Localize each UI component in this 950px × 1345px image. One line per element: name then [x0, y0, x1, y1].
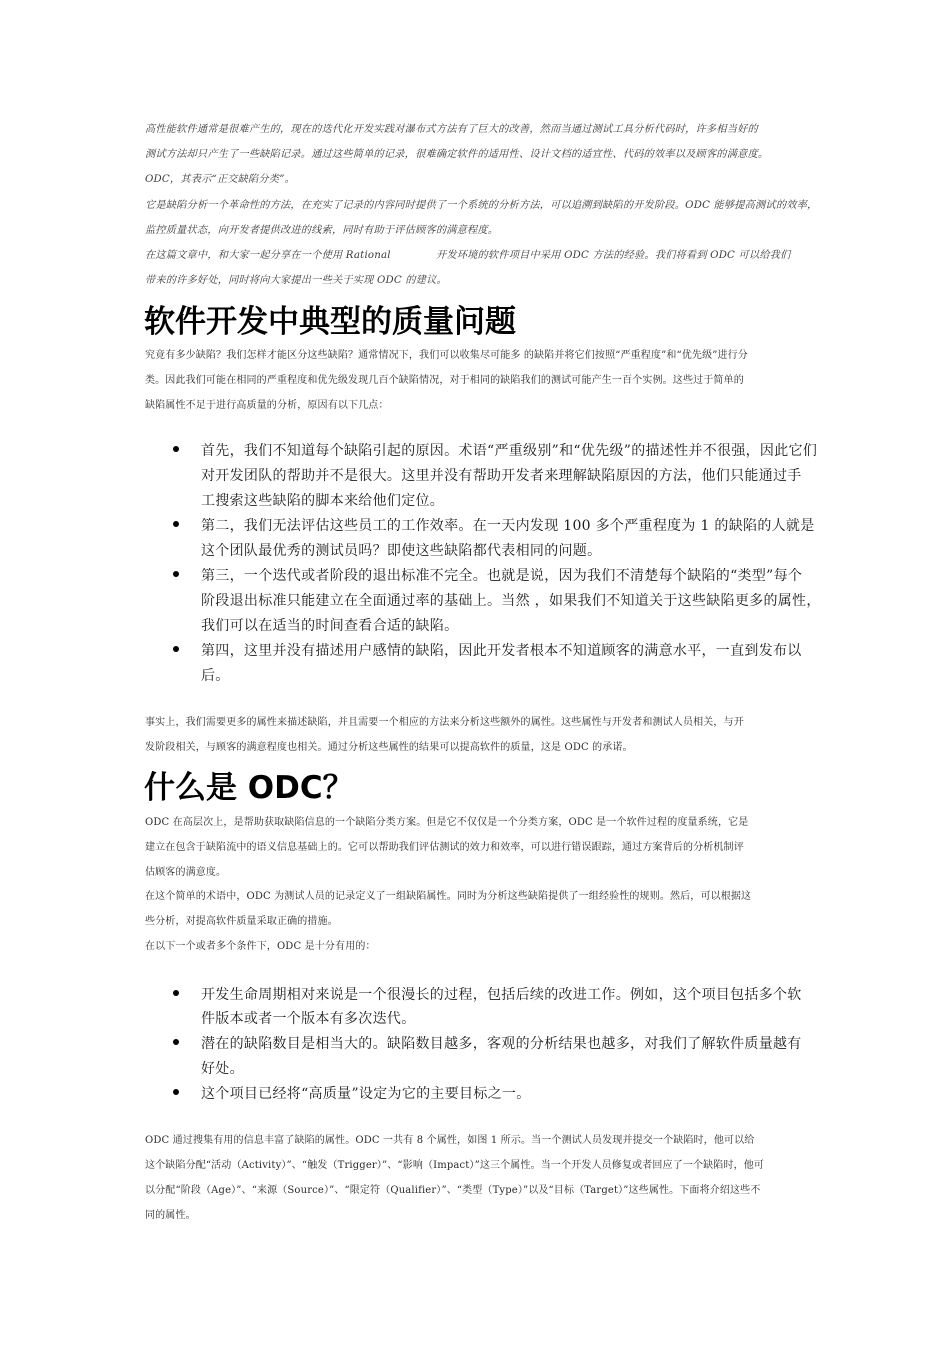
- intro-line: 监控质量状态，向开发者提供改进的线索，同时有助于评估顾客的满意程度。: [145, 225, 499, 236]
- bullet-line: 阶段退出标准只能建立在全面通过率的基础上。当然 ，如果我们不知道关于这些缺陷更多的属性，: [201, 593, 821, 609]
- paragraph-line: 发阶段相关，与顾客的满意程度也相关。通过分析这些属性的结果可以提高软件的质量，这是 ODC 的承诺。: [145, 742, 633, 753]
- bullet-dot: [173, 571, 179, 577]
- paragraph-line: 以分配“阶段（Age）”、“来源（Source）”、“限定符（Qualifier）”、“类型（Type）”以及“目标（Target）”这些属性。下面将介绍这些不: [145, 1185, 761, 1196]
- bullet-dot: [173, 1039, 179, 1045]
- paragraph-line: 这个缺陷分配“活动（Activity）”、“触发（Trigger）”、“影响（Impact）”这三个属性。当一个开发人员修复或者回应了一个缺陷时，他可: [145, 1160, 765, 1171]
- bullet-dot: [173, 1089, 179, 1095]
- paragraph-line: 建立在包含于缺陷流中的语义信息基础上的。它可以帮助我们评估测试的效力和效率，可以进行错误跟踪，通过方案背后的分析机制评: [145, 842, 744, 853]
- paragraph-line: 同的属性。: [145, 1210, 196, 1221]
- paragraph-line: ODC 在高层次上，是帮助获取缺陷信息的一个缺陷分类方案。但是它不仅仅是一个分类方案，ODC 是一个软件过程的度量系统，它是: [145, 817, 749, 828]
- paragraph-line: 在以下一个或者多个条件下，ODC 是十分有用的：: [145, 941, 376, 952]
- bullet-line: 开发生命周期相对来说是一个很漫长的过程，包括后续的改进工作。例如，这个项目包括多个软: [201, 987, 802, 1003]
- paragraph-line: 估顾客的满意度。: [145, 867, 227, 878]
- bullet-line: 第三，一个迭代或者阶段的退出标准不完全。也就是说，因为我们不清楚每个缺陷的“类型”每个: [201, 568, 803, 584]
- bullet-line: 工搜索这些缺陷的脚本来给他们定位。: [201, 493, 445, 509]
- bullet-line: 第四，这里并没有描述用户感情的缺陷，因此开发者根本不知道顾客的满意水平，一直到发布以: [201, 643, 802, 659]
- bullet-dot: [173, 990, 179, 996]
- intro-line: 高性能软件通常是很难产生的，现在的迭代化开发实践对瀑布式方法有了巨大的改善，然而当通过测试工具分析代码时，许多相当好的: [145, 124, 758, 135]
- bullet-line: 好处。: [201, 1061, 244, 1077]
- bullet-dot: [173, 446, 179, 452]
- bullet-line: 潜在的缺陷数目是相当大的。缺陷数目越多，客观的分析结果也越多，对我们了解软件质量越有: [201, 1036, 802, 1052]
- bullet-line: 后。: [201, 668, 230, 684]
- intro-line: ODC，其表示“正交缺陷分类”。: [145, 174, 295, 185]
- intro-line-right: 开发环境的软件项目中采用 ODC 方法的经验。我们将看到 ODC 可以给我们: [436, 250, 791, 261]
- intro-line: 带来的许多好处，同时将向大家提出一些关于实现 ODC 的建议。: [145, 275, 447, 286]
- section-title: 软件开发中典型的质量问题: [144, 304, 516, 340]
- bullet-line: 首先，我们不知道每个缺陷引起的原因。术语“严重级别”和“优先级”的描述性并不很强，因此它们: [201, 443, 818, 459]
- bullet-dot: [173, 646, 179, 652]
- paragraph-line: 在这个简单的术语中，ODC 为测试人员的记录定义了一组缺陷属性。同时为分析这些缺陷提供了一组经验性的规则。然后，可以根据这: [145, 891, 752, 902]
- bullet-line: 这个团队最优秀的测试员吗？即使这些缺陷都代表相同的问题。: [201, 543, 602, 559]
- paragraph-line: 事实上，我们需要更多的属性来描述缺陷，并且需要一个相应的方法来分析这些额外的属性。这些属性与开发者和测试人员相关，与开: [145, 717, 744, 728]
- paragraph-line: 究竟有多少缺陷？我们怎样才能区分这些缺陷？通常情况下，我们可以收集尽可能多 的缺陷并将它们按照“严重程度”和“优先级”进行分: [145, 350, 748, 361]
- paragraph-line: 些分析，对提高软件质量采取正确的措施。: [145, 916, 338, 927]
- bullet-line: 对开发团队的帮助并不是很大。这里并没有帮助开发者来理解缺陷原因的方法，他们只能通过手: [201, 468, 802, 484]
- bullet-dot: [173, 521, 179, 527]
- paragraph-line: 缺陷属性不足于进行高质量的分析，原因有以下几点：: [145, 400, 389, 411]
- intro-line: 测试方法却只产生了一些缺陷记录。通过这些简单的记录，很难确定软件的适用性、设计文档的适宜性、代码的效率以及顾客的满意度。: [145, 149, 769, 160]
- intro-line: 它是缺陷分析一个革命性的方法，在充实了记录的内容同时提供了一个系统的分析方法，可以追溯到缺陷的开发阶段。ODC 能够提高测试的效率，: [145, 200, 818, 211]
- paragraph-line: 类。因此我们可能在相同的严重程度和优先级发现几百个缺陷情况，对于相同的缺陷我们的测试可能产生一百个实例。这些过于简单的: [145, 375, 744, 386]
- paragraph-line: ODC 通过搜集有用的信息丰富了缺陷的属性。ODC 一共有 8 个属性，如图 1 所示。当一个测试人员发现并提交一个缺陷时，他可以给: [145, 1135, 755, 1146]
- intro-line-left: 在这篇文章中，和大家一起分享在一个使用 Rational: [145, 250, 391, 261]
- section-title: 什么是 ODC？: [144, 770, 354, 806]
- bullet-line: 第二，我们无法评估这些员工的工作效率。在一天内发现 100 多个严重程度为 1 的缺陷的人就是: [201, 518, 815, 534]
- bullet-line: 这个项目已经将“高质量”设定为它的主要目标之一。: [201, 1086, 531, 1102]
- bullet-line: 件版本或者一个版本有多次迭代。: [201, 1011, 416, 1027]
- bullet-line: 我们可以在适当的时间查看合适的缺陷。: [201, 618, 459, 634]
